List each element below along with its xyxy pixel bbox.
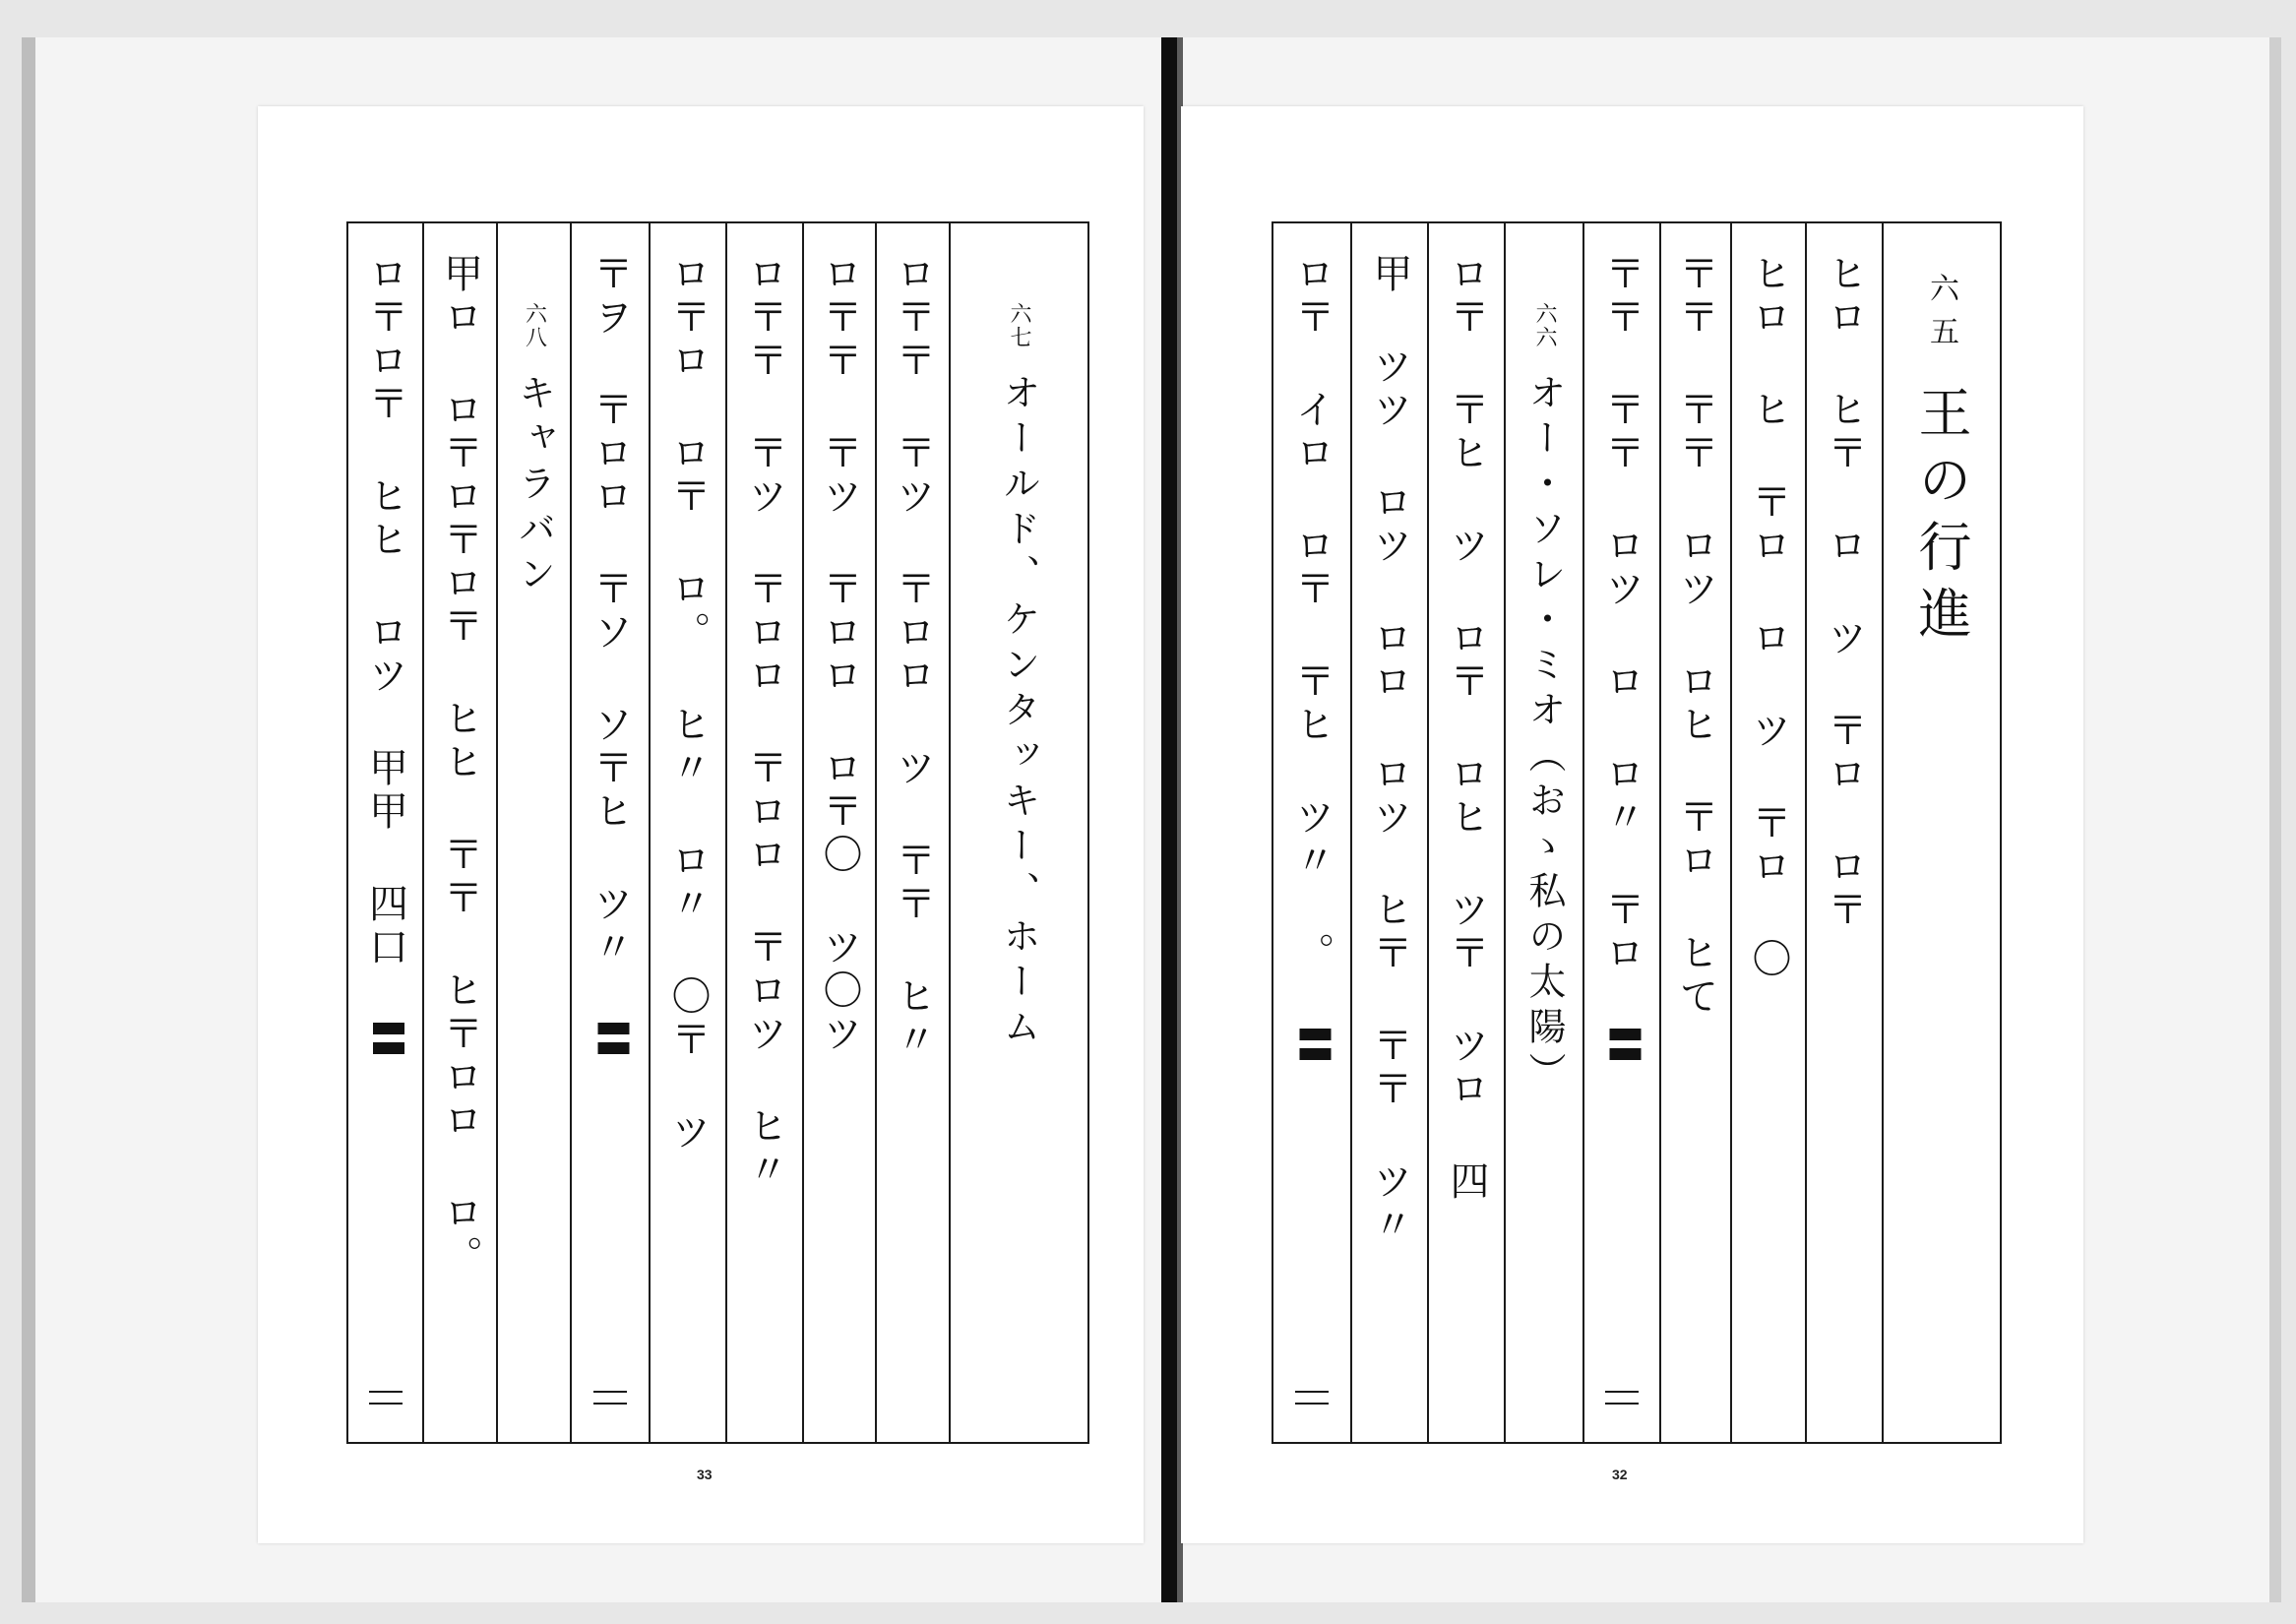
column <box>1273 223 1350 1442</box>
notation-line: ロ〒ロ ロ〒 ロ。 ヒ〃 ロ〃 〇〒 ツ <box>665 253 711 1155</box>
page-left <box>258 106 1144 1543</box>
notation-line: 甲ロ ロ〒ロ〒ロ〒 ヒヒ 〒〒 ヒ〒ロロ ロ。 <box>437 253 483 1279</box>
book-left-edge <box>22 37 35 1602</box>
column <box>949 223 1086 1442</box>
notation-line: ロ〒ロ〒 ヒヒ ロツ 甲甲 四口 〓 <box>362 253 408 1062</box>
column <box>422 223 496 1442</box>
notation-line: 〒〒 〒〒 ロツ ロ ロ〃 〒ロ 〓 <box>1599 253 1644 1068</box>
song-title <box>1522 223 1566 1442</box>
end-mark <box>1605 1391 1639 1405</box>
column <box>570 223 649 1442</box>
song-number: 六五 <box>1924 273 1958 359</box>
notation-line: ロ〒 〒ヒ ツ ロ〒 ロヒ ツ〒 ツロ 四 <box>1444 253 1489 1204</box>
book-right-edge <box>2269 37 2281 1602</box>
column <box>1504 223 1582 1442</box>
notation-line: 〒〒 〒〒 ロツ ロヒ 〒ロ ヒて <box>1673 253 1718 1019</box>
book-spine <box>1161 37 1177 1602</box>
page-number: 32 <box>1612 1467 1628 1482</box>
song-title <box>997 223 1040 1442</box>
song-title-text: オールド、ケンタッキー、ホーム <box>997 373 1040 1052</box>
song-title-text: キャラバン <box>512 373 556 599</box>
column <box>725 223 802 1442</box>
notation-line: ロ〒 イロ ロ〒 〒ヒ ツ〃 。 〓 <box>1289 253 1334 1068</box>
song-title-text: オー・ソレ・ミオ（おゝ私の太陽） <box>1522 373 1566 1097</box>
notation-line: ヒロ ヒ〒 ロ ツ 〒ロ ロ〒 <box>1822 253 1867 932</box>
column <box>1582 223 1659 1442</box>
notation-line: ロ〒〒 〒ツ 〒ロロ 〒ロロ 〒ロツ ヒ〃 <box>742 253 787 1192</box>
column <box>1882 223 1999 1442</box>
page-number: 33 <box>697 1467 713 1482</box>
page-right <box>1181 106 2083 1543</box>
staff-frame-right <box>1272 221 2002 1444</box>
song-title <box>1903 223 1979 1442</box>
notation-line: ロ〒〒 〒ツ 〒ロロ ツ 〒〒 ヒ〃 <box>890 253 936 1062</box>
end-mark <box>593 1391 627 1405</box>
staff-frame-left <box>346 221 1089 1444</box>
column <box>496 223 570 1442</box>
song-number: 六七 <box>1007 302 1031 349</box>
column <box>348 223 422 1442</box>
column <box>1427 223 1504 1442</box>
end-mark <box>1295 1391 1329 1405</box>
column <box>1659 223 1730 1442</box>
column <box>1730 223 1805 1442</box>
notation-line: ヒロ ヒ 〒ロ ロ ツ 〒ロ 〇 <box>1746 253 1791 981</box>
notation-line: 甲 ツツ ロツ ロロ ロツ ヒ〒 〒〒 ツ〃 <box>1367 253 1412 1247</box>
song-number: 六六 <box>1532 302 1557 349</box>
notation-line: 〒ヲ 〒ロロ 〒ソ ソ〒ヒ ツ〃 〓 <box>588 253 633 1062</box>
end-mark <box>369 1391 403 1405</box>
column <box>875 223 949 1442</box>
notation-line: ロ〒〒 〒ツ 〒ロロ ロ〒〇 ツ〇ツ <box>817 253 862 1056</box>
column <box>1350 223 1427 1442</box>
column <box>802 223 875 1442</box>
song-number: 六八 <box>522 302 547 349</box>
song-title <box>512 223 556 1442</box>
column <box>1805 223 1882 1442</box>
song-title-text: 王の行進 <box>1910 385 1972 653</box>
column <box>649 223 725 1442</box>
